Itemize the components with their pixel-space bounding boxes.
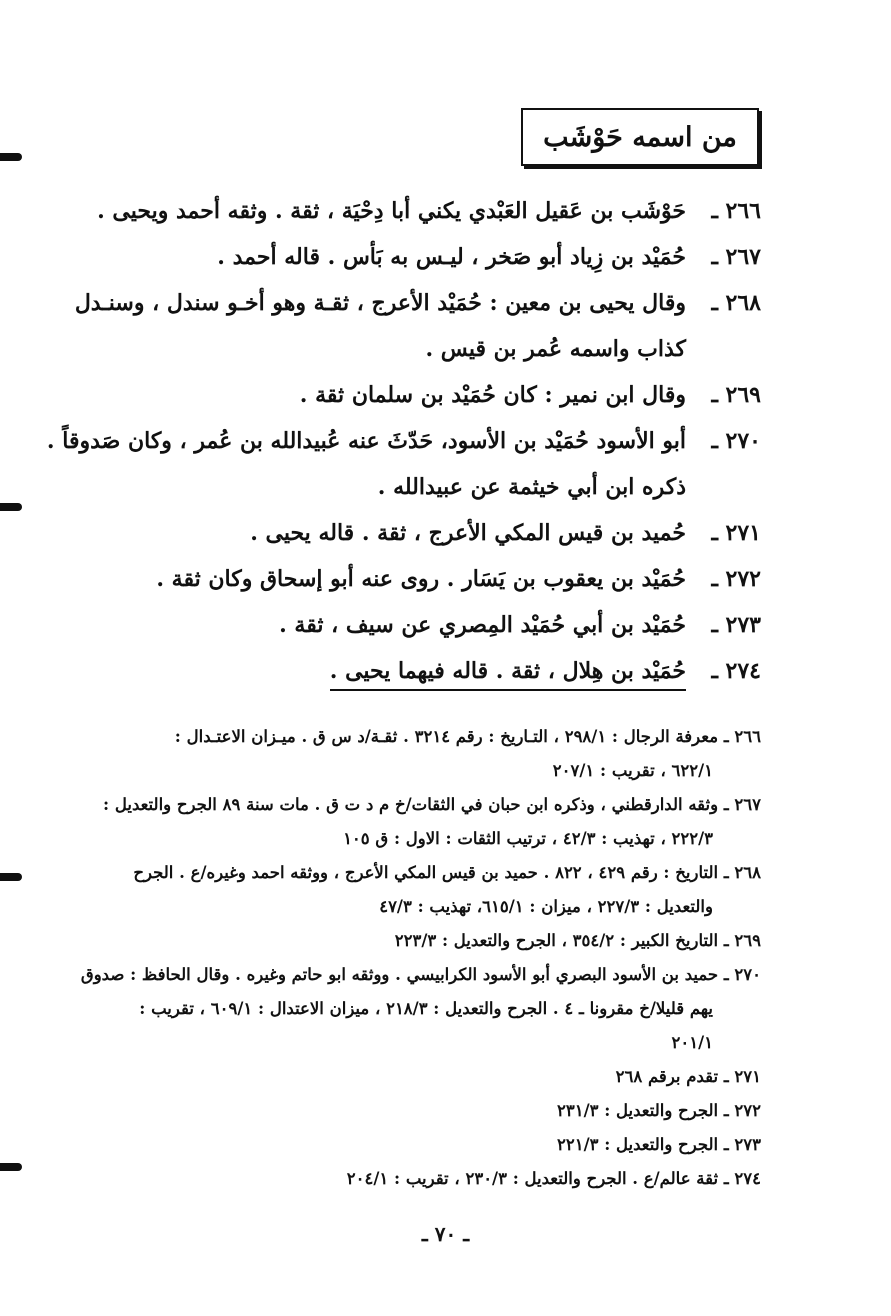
entry-number: ٢٧٢ ـ bbox=[711, 566, 761, 592]
entry-text: وقال يحيى بن معين : حُمَيْد الأعرج ، ثقـة وهو أخـو سندل ، وسنـدل bbox=[74, 290, 686, 316]
footnote-line: والتعديل : ٢٢٧/٣ ، ميزان : ٦١٥/١، تهذيب : ٤٧/٣ bbox=[379, 897, 713, 916]
entry-270 bbox=[0, 418, 761, 510]
footnote-270 bbox=[70, 958, 761, 1060]
entry-text-wrapper bbox=[0, 648, 761, 694]
entry-text-continued: ذكره ابن أبي خيثمة عن عبيدالله . bbox=[377, 474, 686, 500]
scan-edge-mark bbox=[0, 873, 22, 881]
footnote-line: ٢٦٦ ـ معرفة الرجال : ٢٩٨/١ ، التـاريخ : رقم ٣٢١٤ . ثقـة/د س ق . ميـزان الاعتـدال : bbox=[174, 727, 761, 746]
footnote-266 bbox=[70, 720, 761, 788]
entry-text: وقال ابن نمير : كان حُمَيْد بن سلمان ثقة . bbox=[299, 382, 686, 408]
footnote-line: ٢٢٢/٣ ، تهذيب : ٤٢/٣ ، ترتيب الثقات : الاول : ق ١٠٥ bbox=[343, 829, 713, 848]
section-heading: من اسمه حَوْشَب bbox=[543, 121, 737, 153]
footnote-269 bbox=[70, 924, 761, 958]
scan-edge-mark bbox=[0, 1163, 22, 1171]
entries-list bbox=[0, 188, 761, 694]
entry-number: ٢٦٧ ـ bbox=[711, 244, 761, 270]
page-number: ـ ٧٠ ـ bbox=[421, 1222, 470, 1246]
entry-274 bbox=[0, 648, 761, 694]
entry-number: ٢٦٦ ـ bbox=[711, 198, 761, 224]
footnote-line: يهم قليلا/خ مقرونا ـ ٤ . الجرح والتعديل : ٢١٨/٣ ، ميزان الاعتدال : ٦٠٩/١ ، تقريب : bbox=[139, 999, 713, 1018]
footnote-line: ٢٠١/١ bbox=[671, 1033, 713, 1052]
footnote-line: ٢٧٠ ـ حميد بن الأسود البصري أبو الأسود الكرابيسي . ووثقه ابو حاتم وغيره . وقال الحافظ : صدوق bbox=[80, 965, 761, 984]
footnotes bbox=[70, 720, 761, 1196]
entry-266 bbox=[0, 188, 761, 234]
entry-number: ٢٦٩ ـ bbox=[711, 382, 761, 408]
footnote-line: ٢٦٧ ـ وثقه الدارقطني ، وذكره ابن حبان في الثقات/خ م د ت ق . مات سنة ٨٩ الجرح والتعديل : bbox=[103, 795, 761, 814]
footnote-line: ٢٧١ ـ تقدم برقم ٢٦٨ bbox=[615, 1067, 761, 1086]
entry-number: ٢٧١ ـ bbox=[711, 520, 761, 546]
entry-text: أبو الأسود حُمَيْد بن الأسود، حَدّثَ عنه عُبيدالله بن عُمر ، وكان صَدوقاً . bbox=[46, 428, 686, 454]
entry-271 bbox=[0, 510, 761, 556]
entry-text: حُمَيْد بن أبي حُمَيْد المِصري عن سيف ، ثقة . bbox=[279, 612, 686, 638]
entry-text-continued: كذاب واسمه عُمر بن قيس . bbox=[425, 336, 686, 362]
entry-text: حُمَيْد بن هِلال ، ثقة . قاله فيهما يحيى . bbox=[330, 653, 686, 691]
entry-text: حُميد بن قيس المكي الأعرج ، ثقة . قاله يحيى . bbox=[250, 520, 686, 546]
footnote-line: ٢٧٣ ـ الجرح والتعديل : ٢٢١/٣ bbox=[556, 1135, 761, 1154]
footnote-line: ٢٧٢ ـ الجرح والتعديل : ٢٣١/٣ bbox=[556, 1101, 761, 1120]
entry-text: حُمَيْد بن يعقوب بن يَسَار . روى عنه أبو إسحاق وكان ثقة . bbox=[156, 566, 686, 592]
scan-edge-mark bbox=[0, 153, 22, 161]
footnote-272 bbox=[70, 1094, 761, 1128]
footnote-268 bbox=[70, 856, 761, 924]
footnote-273 bbox=[70, 1128, 761, 1162]
entry-268 bbox=[0, 280, 761, 372]
entry-267 bbox=[0, 234, 761, 280]
footnote-271 bbox=[70, 1060, 761, 1094]
entry-number: ٢٧٣ ـ bbox=[711, 612, 761, 638]
entry-text: حُمَيْد بن زِياد أبو صَخر ، ليـس به بَأس . قاله أحمد . bbox=[217, 244, 686, 270]
entry-number: ٢٦٨ ـ bbox=[711, 290, 761, 316]
entry-272 bbox=[0, 556, 761, 602]
section-heading-box bbox=[521, 108, 759, 166]
footnote-267 bbox=[70, 788, 761, 856]
footnote-line: ٦٢٢/١ ، تقريب : ٢٠٧/١ bbox=[552, 761, 713, 780]
footnote-line: ٢٦٨ ـ التاريخ : رقم ٤٢٩ ، ٨٢٢ . حميد بن قيس المكي الأعرج ، ووثقه احمد وغيره/ع . الجرح bbox=[133, 863, 761, 882]
footnote-line: ٢٧٤ ـ ثقة عالم/ع . الجرح والتعديل : ٢٣٠/٣ ، تقريب : ٢٠٤/١ bbox=[346, 1169, 761, 1188]
entry-number: ٢٧٠ ـ bbox=[711, 428, 761, 454]
entry-number: ٢٧٤ ـ bbox=[711, 658, 761, 684]
footnote-274 bbox=[70, 1162, 761, 1196]
entry-text: حَوْشَب بن عَقيل العَبْدي يكني أبا دِحْيَة ، ثقة . وثقه أحمد ويحيى . bbox=[97, 198, 686, 224]
footnote-line: ٢٦٩ ـ التاريخ الكبير : ٣٥٤/٢ ، الجرح والتعديل : ٢٢٣/٣ bbox=[394, 931, 761, 950]
entry-273 bbox=[0, 602, 761, 648]
entry-269 bbox=[0, 372, 761, 418]
